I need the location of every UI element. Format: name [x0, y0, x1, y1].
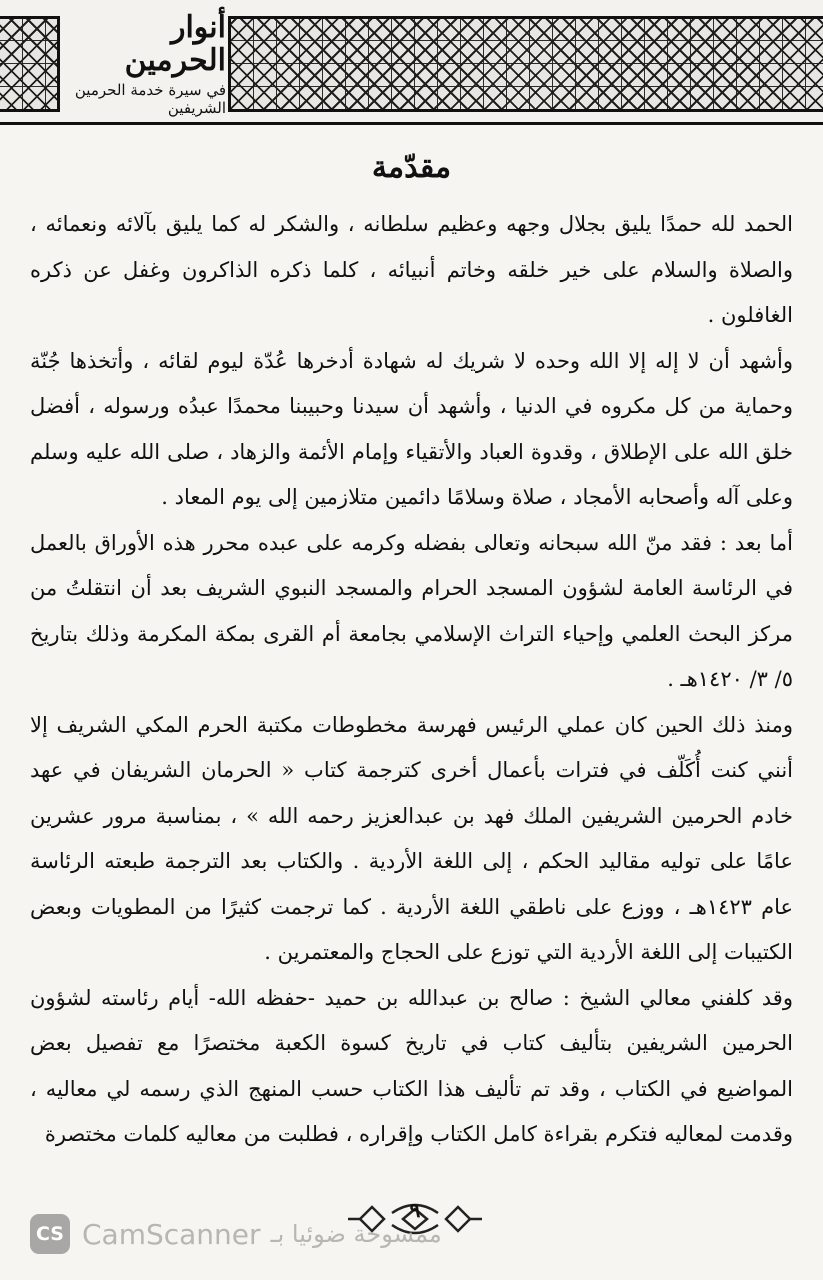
book-title: أنوار الحرمين: [124, 10, 226, 78]
header-pattern-right: [228, 16, 823, 112]
paragraph-2: وأشهد أن لا إله إلا الله وحده لا شريك له شهادة أدخرها عُدّة ليوم لقائه ، وأتخذها جُنّة وحماية من كل مكروه في الدنيا ، وأشهد أن سيدنا وحبيبنا محمدًا عبدُه ورسوله ، أفضل خلق الله على الإطلاق ، وقدوة العباد والأتقياء وإمام الأئمة والزهاد ، صلى الله عليه وسلم وعلى آله وأصحابه الأمجاد ، صلاة وسلامًا دائمين متلازمين إلى يوم المعاد .: [30, 348, 793, 509]
header-pattern-left: [0, 16, 60, 112]
paragraph-5: وقد كلفني معالي الشيخ : صالح بن عبدالله بن حميد -حفظه الله- أيام رئاسته لشؤون الحرمين الشريفين بتأليف كتاب في تاريخ كسوة الكعبة مختصرًا مع تفصيل بعض المواضيع في الكتاب ، وقد تم تأليف هذا الكتاب حسب المنهج الذي رسمه لي معاليه ، وقدمت لمعاليه فتكرم بقراءة كامل الكتاب وإقراره ، فطلبت من معاليه كلمات مختصرة: [30, 985, 793, 1146]
page-header: [0, 0, 823, 125]
paragraph-4: ومنذ ذلك الحين كان عملي الرئيس فهرسة مخطوطات مكتبة الحرم المكي الشريف إلا أنني كنت أُكَلّف في فترات بأعمال أخرى كترجمة كتاب « الحرمان الشريفان في عهد خادم الحرمين الشريفين الملك فهد بن عبدالعزيز رحمه الله » ، بمناسبة مرور عشرين عامًا على توليه مقاليد الحكم ، إلى اللغة الأردية . والكتاب بعد الترجمة طبعته الرئاسة عام ١٤٢٣هـ ، ووزع على ناطقي اللغة الأردية . كما ترجمت كثيرًا من المطويات وبعض الكتيبات إلى اللغة الأردية التي توزع على الحجاج والمعتمرين .: [30, 712, 794, 964]
camscanner-logo-icon: CS: [30, 1214, 70, 1254]
header-title-box: [62, 10, 226, 117]
watermark-arabic: ممسوحة ضوئيا بـ: [270, 1220, 442, 1248]
watermark-brand: CamScanner: [82, 1217, 261, 1251]
paragraph-1: الحمد لله حمدًا يليق بجلال وجهه وعظيم سلطانه ، والشكر له كما يليق بآلائه ونعمائه ، والصلاة والسلام على خير خلقه وخاتم أنبيائه ، كلما ذكره الذاكرون وغفل عن ذكره الغافلون .: [30, 212, 793, 327]
scanner-watermark: [30, 1212, 442, 1256]
paragraph-3: أما بعد : فقد منّ الله سبحانه وتعالى بفضله وكرمه على عبده محرر هذه الأوراق بالعمل في الرئاسة العامة لشؤون المسجد الحرام والمسجد النبوي الشريف بعد أن انتقلتُ من مركز البحث العلمي وإحياء التراث الإسلامي بجامعة أم القرى بمكة المكرمة وذلك بتاريخ ٥/ ٣/ ١٤٢٠هـ .: [30, 530, 793, 691]
page-number: ٩: [409, 1198, 421, 1222]
section-heading: مقدّمة: [371, 150, 452, 185]
page-body: [30, 150, 793, 1158]
book-subtitle: في سيرة خدمة الحرمين الشريفين: [74, 81, 226, 117]
